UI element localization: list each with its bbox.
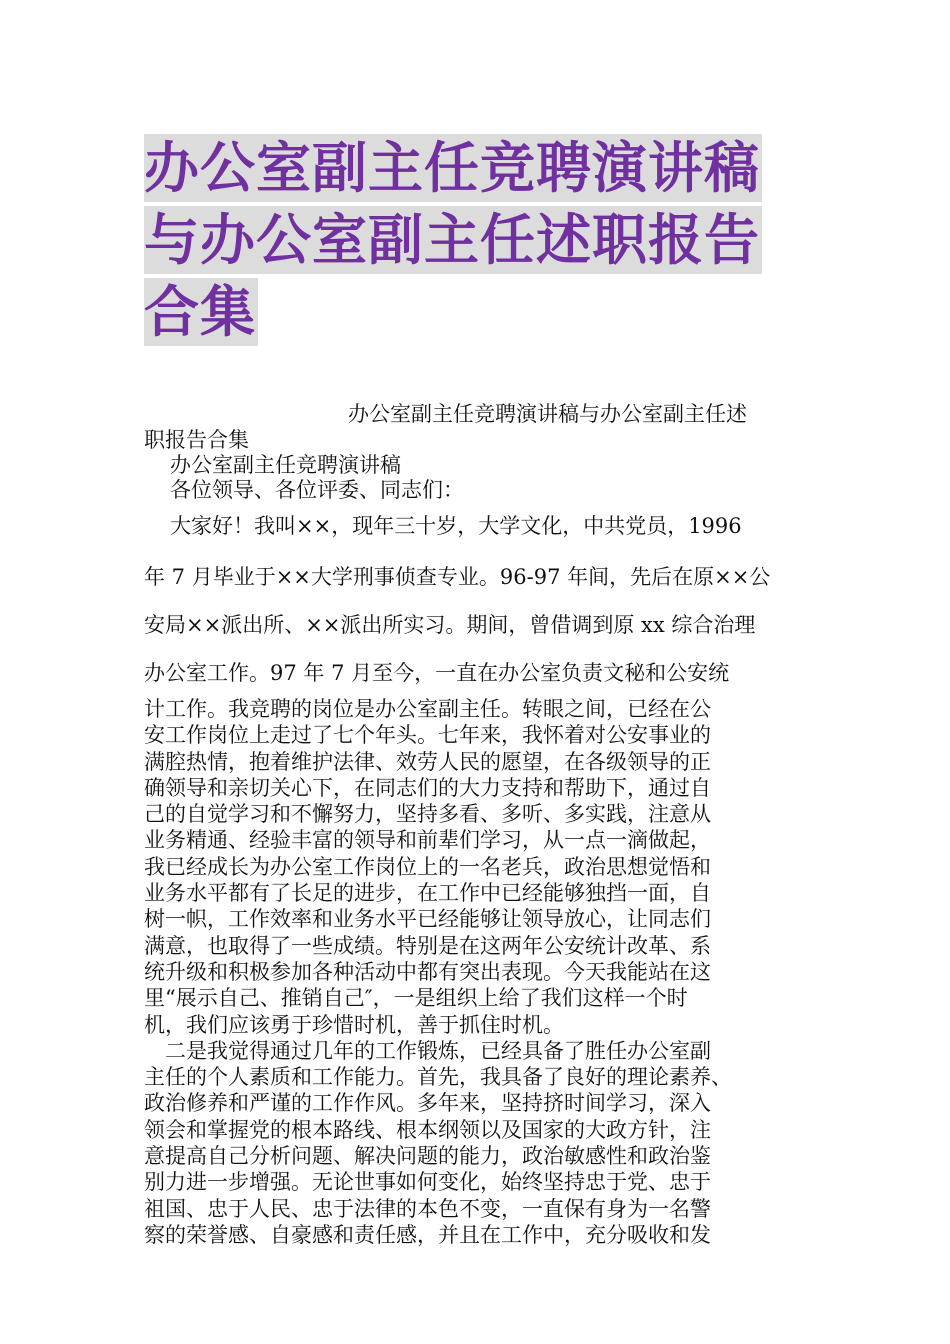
paragraph2-line: 祖国、忠于人民、忠于法律的本色不变，一直保有身为一名警 <box>144 1196 711 1221</box>
paragraph2-line: 机，我们应该勇于珍惜时机，善于抓住时机。 <box>144 1012 564 1037</box>
paragraph2-line: 业务水平都有了长足的进步，在工作中已经能够独挡一面，自 <box>144 881 711 906</box>
paragraph2-line: 业务精通、经验丰富的领导和前辈们学习，从一点一滴做起， <box>144 828 711 853</box>
paragraph1-line-2 <box>144 561 824 588</box>
paragraph2-line: 满腔热情，抱着维护法律、效劳人民的愿望，在各级领导的正 <box>144 749 711 774</box>
paragraph2-line: 树一帜，工作效率和业务水平已经能够让领导放心，让同志们 <box>144 907 711 932</box>
paragraph2-line: 己的自觉学习和不懈努力，坚持多看、多听、多实践，注意从 <box>144 802 711 827</box>
subtitle-text-2: 职报告合集 <box>144 428 249 452</box>
paragraph1-text-1: 大家好！我叫××，现年三十岁，大学文化，中共党员，1996 <box>170 514 742 538</box>
paragraph2-line: 察的荣誉感、自豪感和责任感，并且在工作中，充分吸收和发 <box>144 1222 711 1247</box>
paragraph1-line-4 <box>144 657 824 684</box>
paragraph2 <box>144 696 824 1248</box>
paragraph2-line: 计工作。我竞聘的岗位是办公室副主任。转眼之间，已经在公 <box>144 697 711 721</box>
paragraph1-line-3 <box>144 609 824 636</box>
paragraph1-text-3: 安局××派出所、××派出所实习。期间，曾借调到原 xx 综合治理 <box>144 613 756 637</box>
paragraph2-line: 里“展示自己、推销自己″，一是组织上给了我们这样一个时 <box>144 986 688 1011</box>
paragraph2-line: 政治修养和严谨的工作作风。多年来，坚持挤时间学习，深入 <box>144 1091 711 1116</box>
subtitle-text-1: 办公室副主任竞聘演讲稿与办公室副主任述 <box>348 402 747 426</box>
subtitle-line-2 <box>144 424 824 451</box>
paragraph2-line: 主任的个人素质和工作能力。首先，我具备了良好的理论素养、 <box>144 1065 732 1090</box>
paragraph2-line: 二是我觉得通过几年的工作锻炼，已经具备了胜任办公室副 <box>144 1038 711 1063</box>
paragraph2-line: 领会和掌握党的根本路线、根本纲领以及国家的大政方针，注 <box>144 1117 711 1142</box>
paragraph1-text-2: 年 7 月毕业于××大学刑事侦查专业。96-97 年间，先后在原××公 <box>144 565 771 589</box>
title-line-3: 合集 <box>144 280 257 344</box>
greeting <box>144 474 824 501</box>
document-title <box>144 134 824 350</box>
section-heading <box>144 449 824 476</box>
paragraph1-text-4: 办公室工作。97 年 7 月至今，一直在办公室负责文秘和公安统 <box>144 661 730 685</box>
paragraph2-line: 别力进一步增强。无论世事如何变化，始终坚持忠于党、忠于 <box>144 1170 711 1195</box>
paragraph2-line: 安工作岗位上走过了七个年头。七年来，我怀着对公安事业的 <box>144 723 711 748</box>
paragraph2-line: 我已经成长为办公室工作岗位上的一名老兵，政治思想觉悟和 <box>144 854 711 879</box>
title-line-1: 办公室副主任竞聘演讲稿 <box>144 136 761 200</box>
paragraph2-line: 满意，也取得了一些成绩。特别是在这两年公安统计改革、系 <box>144 933 711 958</box>
paragraph2-line: 意提高自己分析问题、解决问题的能力，政治敏感性和政治鉴 <box>144 1144 711 1169</box>
paragraph2-line: 统升级和积极参加各种活动中都有突出表现。今天我能站在这 <box>144 959 711 984</box>
paragraph2-line: 确领导和亲切关心下，在同志们的大力支持和帮助下，通过自 <box>144 775 711 800</box>
title-line-2: 与办公室副主任述职报告 <box>144 208 761 272</box>
subtitle-line-1 <box>144 398 824 425</box>
section-heading-text: 办公室副主任竞聘演讲稿 <box>170 453 401 477</box>
greeting-text: 各位领导、各位评委、同志们： <box>170 478 464 502</box>
paragraph1-line-1 <box>144 510 824 537</box>
